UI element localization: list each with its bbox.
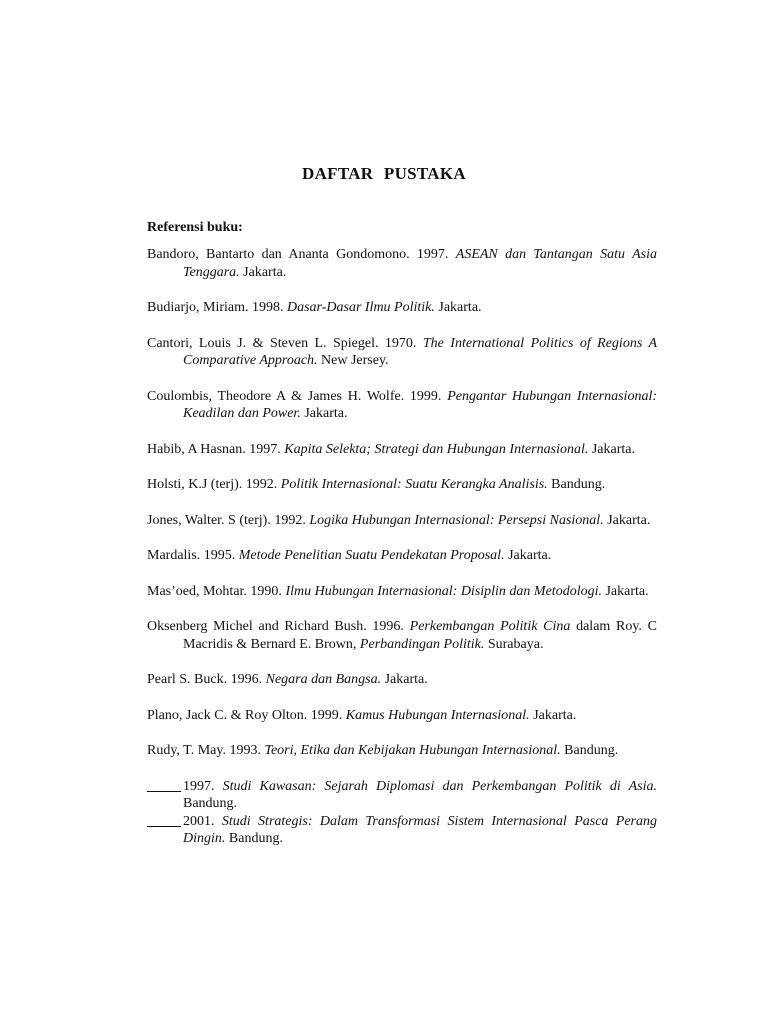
reference-item [147,299,657,317]
reference-item [147,441,657,459]
reference-place: Jakarta. [434,300,482,315]
reference-book-title: Perbandingan Politik. [359,636,485,652]
reference-place: Jakarta. [300,406,348,421]
reference-place: Bandung. [225,831,283,846]
reference-title: Kamus Hubungan Internasional. [345,707,530,723]
reference-author-year: Holsti, K.J (terj). 1992. [147,477,281,492]
reference-item [147,246,657,281]
reference-list [147,246,657,866]
reference-place: Jakarta. [529,707,577,723]
reference-title: Kapita Selekta; Strategi dan Hubungan Internasional. [284,441,589,457]
reference-place: Jakarta. [601,583,649,599]
reference-place: Jakarta. [588,441,636,457]
reference-place: New Jersey. [317,353,389,368]
same-author-rule [147,826,181,827]
reference-item [147,742,657,760]
reference-author-year: Mas’oed, Mohtar. 1990. [147,583,286,599]
reference-author-year: Jones, Walter. S (terj). 1992. [147,512,310,528]
reference-place: Jakarta. [603,512,651,528]
reference-place: Bandung. [183,796,238,811]
reference-author-year: Bandoro, Bantarto dan Ananta Gondomono. 1997. [147,247,456,262]
reference-title: Ilmu Hubungan Internasional: Disiplin dan Metodologi. [285,583,602,599]
reference-author-year: Oksenberg Michel and Richard Bush. 1996. [147,619,410,634]
reference-title: Politik Internasional: Suatu Kerangka Analisis. [280,477,548,492]
reference-title: Pengantar Hubungan Internasional: Keadilan dan Power. [183,388,657,421]
reference-title: Perkembangan Politik Cina [409,619,571,634]
reference-author-year: Habib, A Hasnan. 1997. [147,441,285,457]
reference-author-year: 1997. [183,778,223,794]
reference-author-year: Cantori, Louis J. & Steven L. Spiegel. 1970. [147,335,423,351]
section-heading: Referensi buku: [147,220,243,235]
reference-place: Surabaya. [484,636,544,652]
reference-place: Jakarta. [381,672,428,687]
reference-item [147,671,657,689]
reference-author-year: Pearl S. Buck. 1996. [147,672,266,687]
reference-item [147,476,657,494]
reference-place: Bandung. [547,477,606,492]
reference-title: Teori, Etika dan Kebijakan Hubungan Internasional. [264,743,561,758]
reference-author-year: Mardalis. 1995. [147,548,239,563]
reference-title: The International Politics of Regions A Comparative Approach. [183,335,658,368]
reference-title: Dasar-Dasar Ilmu Politik. [287,300,435,315]
reference-connector: dalam Roy. C Macridis & Bernard E. Brown, [183,619,657,652]
reference-author-year: Coulombis, Theodore A & James H. Wolfe. 1999. [147,388,448,404]
reference-item [147,335,657,370]
reference-author-year: 2001. [183,813,222,829]
same-author-rule [147,791,181,792]
reference-author-year: Budiarjo, Miriam. 1998. [147,300,287,315]
reference-item [147,583,657,601]
reference-item [147,618,657,653]
reference-item [147,813,657,848]
page-title: DAFTAR PUSTAKA [302,164,466,183]
reference-item [147,778,657,813]
reference-title: Negara dan Bangsa. [265,672,382,687]
reference-item [147,512,657,530]
reference-title: Studi Strategis: Dalam Transformasi Sistem Internasional Pasca Perang Dingin. [183,813,658,846]
reference-title: ASEAN dan Tantangan Satu Asia Tenggara. [183,247,657,280]
reference-item [147,388,657,423]
reference-place: Jakarta. [239,264,287,280]
reference-item [147,547,657,565]
reference-title: Metode Penelitian Suatu Pendekatan Proposal. [238,548,505,563]
reference-author-year: Rudy, T. May. 1993. [147,743,265,758]
reference-title: Studi Kawasan: Sejarah Diplomasi dan Perkembangan Politik di Asia. [222,778,658,794]
reference-place: Bandung. [560,743,619,758]
reference-author-year: Plano, Jack C. & Roy Olton. 1999. [147,707,346,723]
reference-item [147,707,657,725]
reference-place: Jakarta. [504,548,552,563]
reference-title: Logika Hubungan Internasional: Persepsi Nasional. [309,512,604,528]
